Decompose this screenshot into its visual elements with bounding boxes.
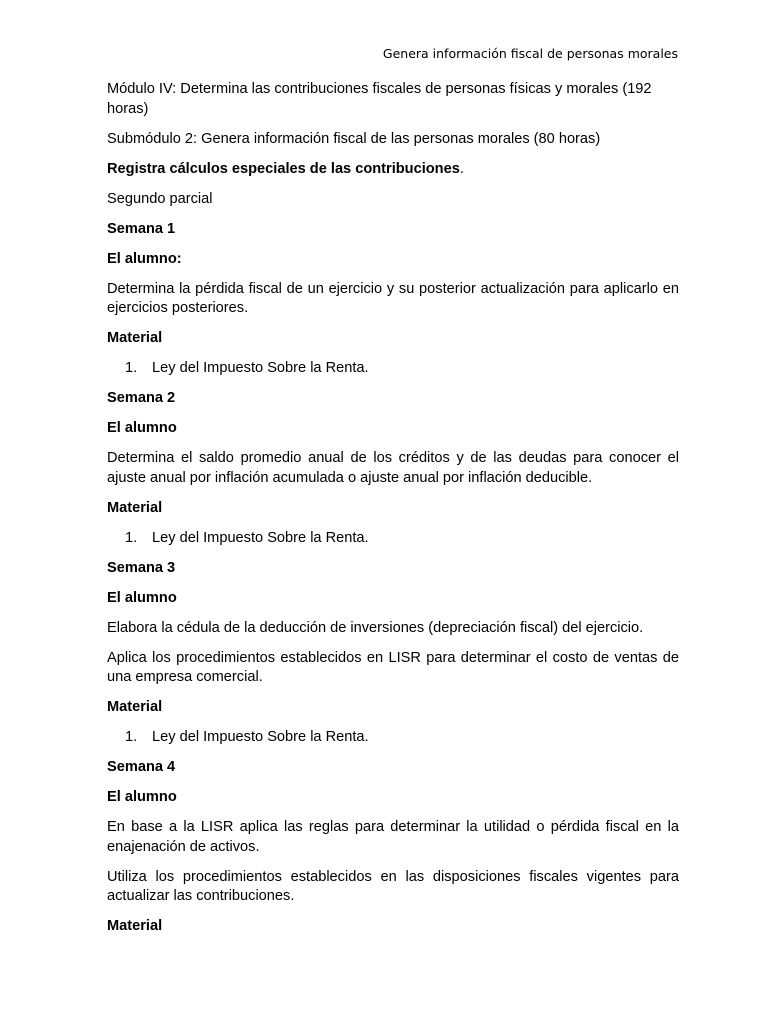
week-section	[107, 389, 679, 548]
week-title: Semana 3	[107, 559, 176, 576]
week-title: Semana 4	[107, 759, 176, 775]
activity-text: Utiliza los procedimientos establecidos en las disposiciones fiscales vigentes para actualizar las contribuciones.	[107, 868, 679, 904]
material-label: Material	[107, 330, 163, 346]
material-text: Ley del Impuesto Sobre la Renta.	[152, 729, 369, 745]
activity-text: En base a la LISR aplica las reglas para determinar la utilidad o pérdida fiscal en la enajenación de activos.	[107, 819, 679, 855]
competency-line	[107, 160, 679, 180]
material-number: 1.	[125, 729, 138, 745]
week-title: Semana 1	[107, 220, 176, 237]
competency-title: Registra cálculos especiales de las contribuciones	[107, 160, 460, 177]
module-title: Módulo IV: Determina las contribuciones fiscales de personas físicas y morales (192 horas)	[107, 81, 652, 117]
material-list	[107, 359, 679, 379]
week-section	[107, 220, 679, 379]
activity-text: Determina el saldo promedio anual de los créditos y de las deudas para conocer el ajuste anual por inflación acumulada o ajuste anual por inflación deducible.	[107, 450, 679, 486]
material-label: Material	[107, 918, 163, 934]
term-label: Segundo parcial	[107, 190, 213, 207]
week-section	[107, 758, 679, 937]
material-label: Material	[107, 699, 163, 715]
material-item	[107, 728, 679, 748]
activity-text: Aplica los procedimientos establecidos en LISR para determinar el costo de ventas de una empresa comercial.	[107, 649, 679, 685]
material-number: 1.	[125, 529, 138, 546]
material-text: Ley del Impuesto Sobre la Renta.	[152, 360, 369, 376]
material-item	[107, 359, 679, 379]
student-label: El alumno	[107, 789, 177, 805]
material-list	[107, 529, 679, 549]
material-list	[107, 728, 679, 748]
activity-text: Elabora la cédula de la deducción de inversiones (depreciación fiscal) del ejercicio.	[107, 619, 644, 636]
student-label: El alumno:	[107, 250, 182, 267]
running-header: Genera información fiscal de personas morales	[382, 46, 678, 61]
material-text: Ley del Impuesto Sobre la Renta.	[152, 529, 369, 546]
material-item	[107, 529, 679, 549]
week-section	[107, 559, 679, 748]
material-number: 1.	[125, 360, 138, 376]
week-title: Semana 2	[107, 390, 176, 406]
student-label: El alumno	[107, 589, 177, 606]
student-label: El alumno	[107, 420, 177, 436]
submodule-title: Submódulo 2: Genera información fiscal de las personas morales (80 horas)	[107, 130, 601, 147]
competency-period: .	[459, 160, 464, 177]
material-label: Material	[107, 499, 163, 516]
activity-text: Determina la pérdida fiscal de un ejercicio y su posterior actualización para aplicarlo en ejercicios posteriores.	[107, 280, 679, 316]
document-body	[107, 80, 679, 947]
